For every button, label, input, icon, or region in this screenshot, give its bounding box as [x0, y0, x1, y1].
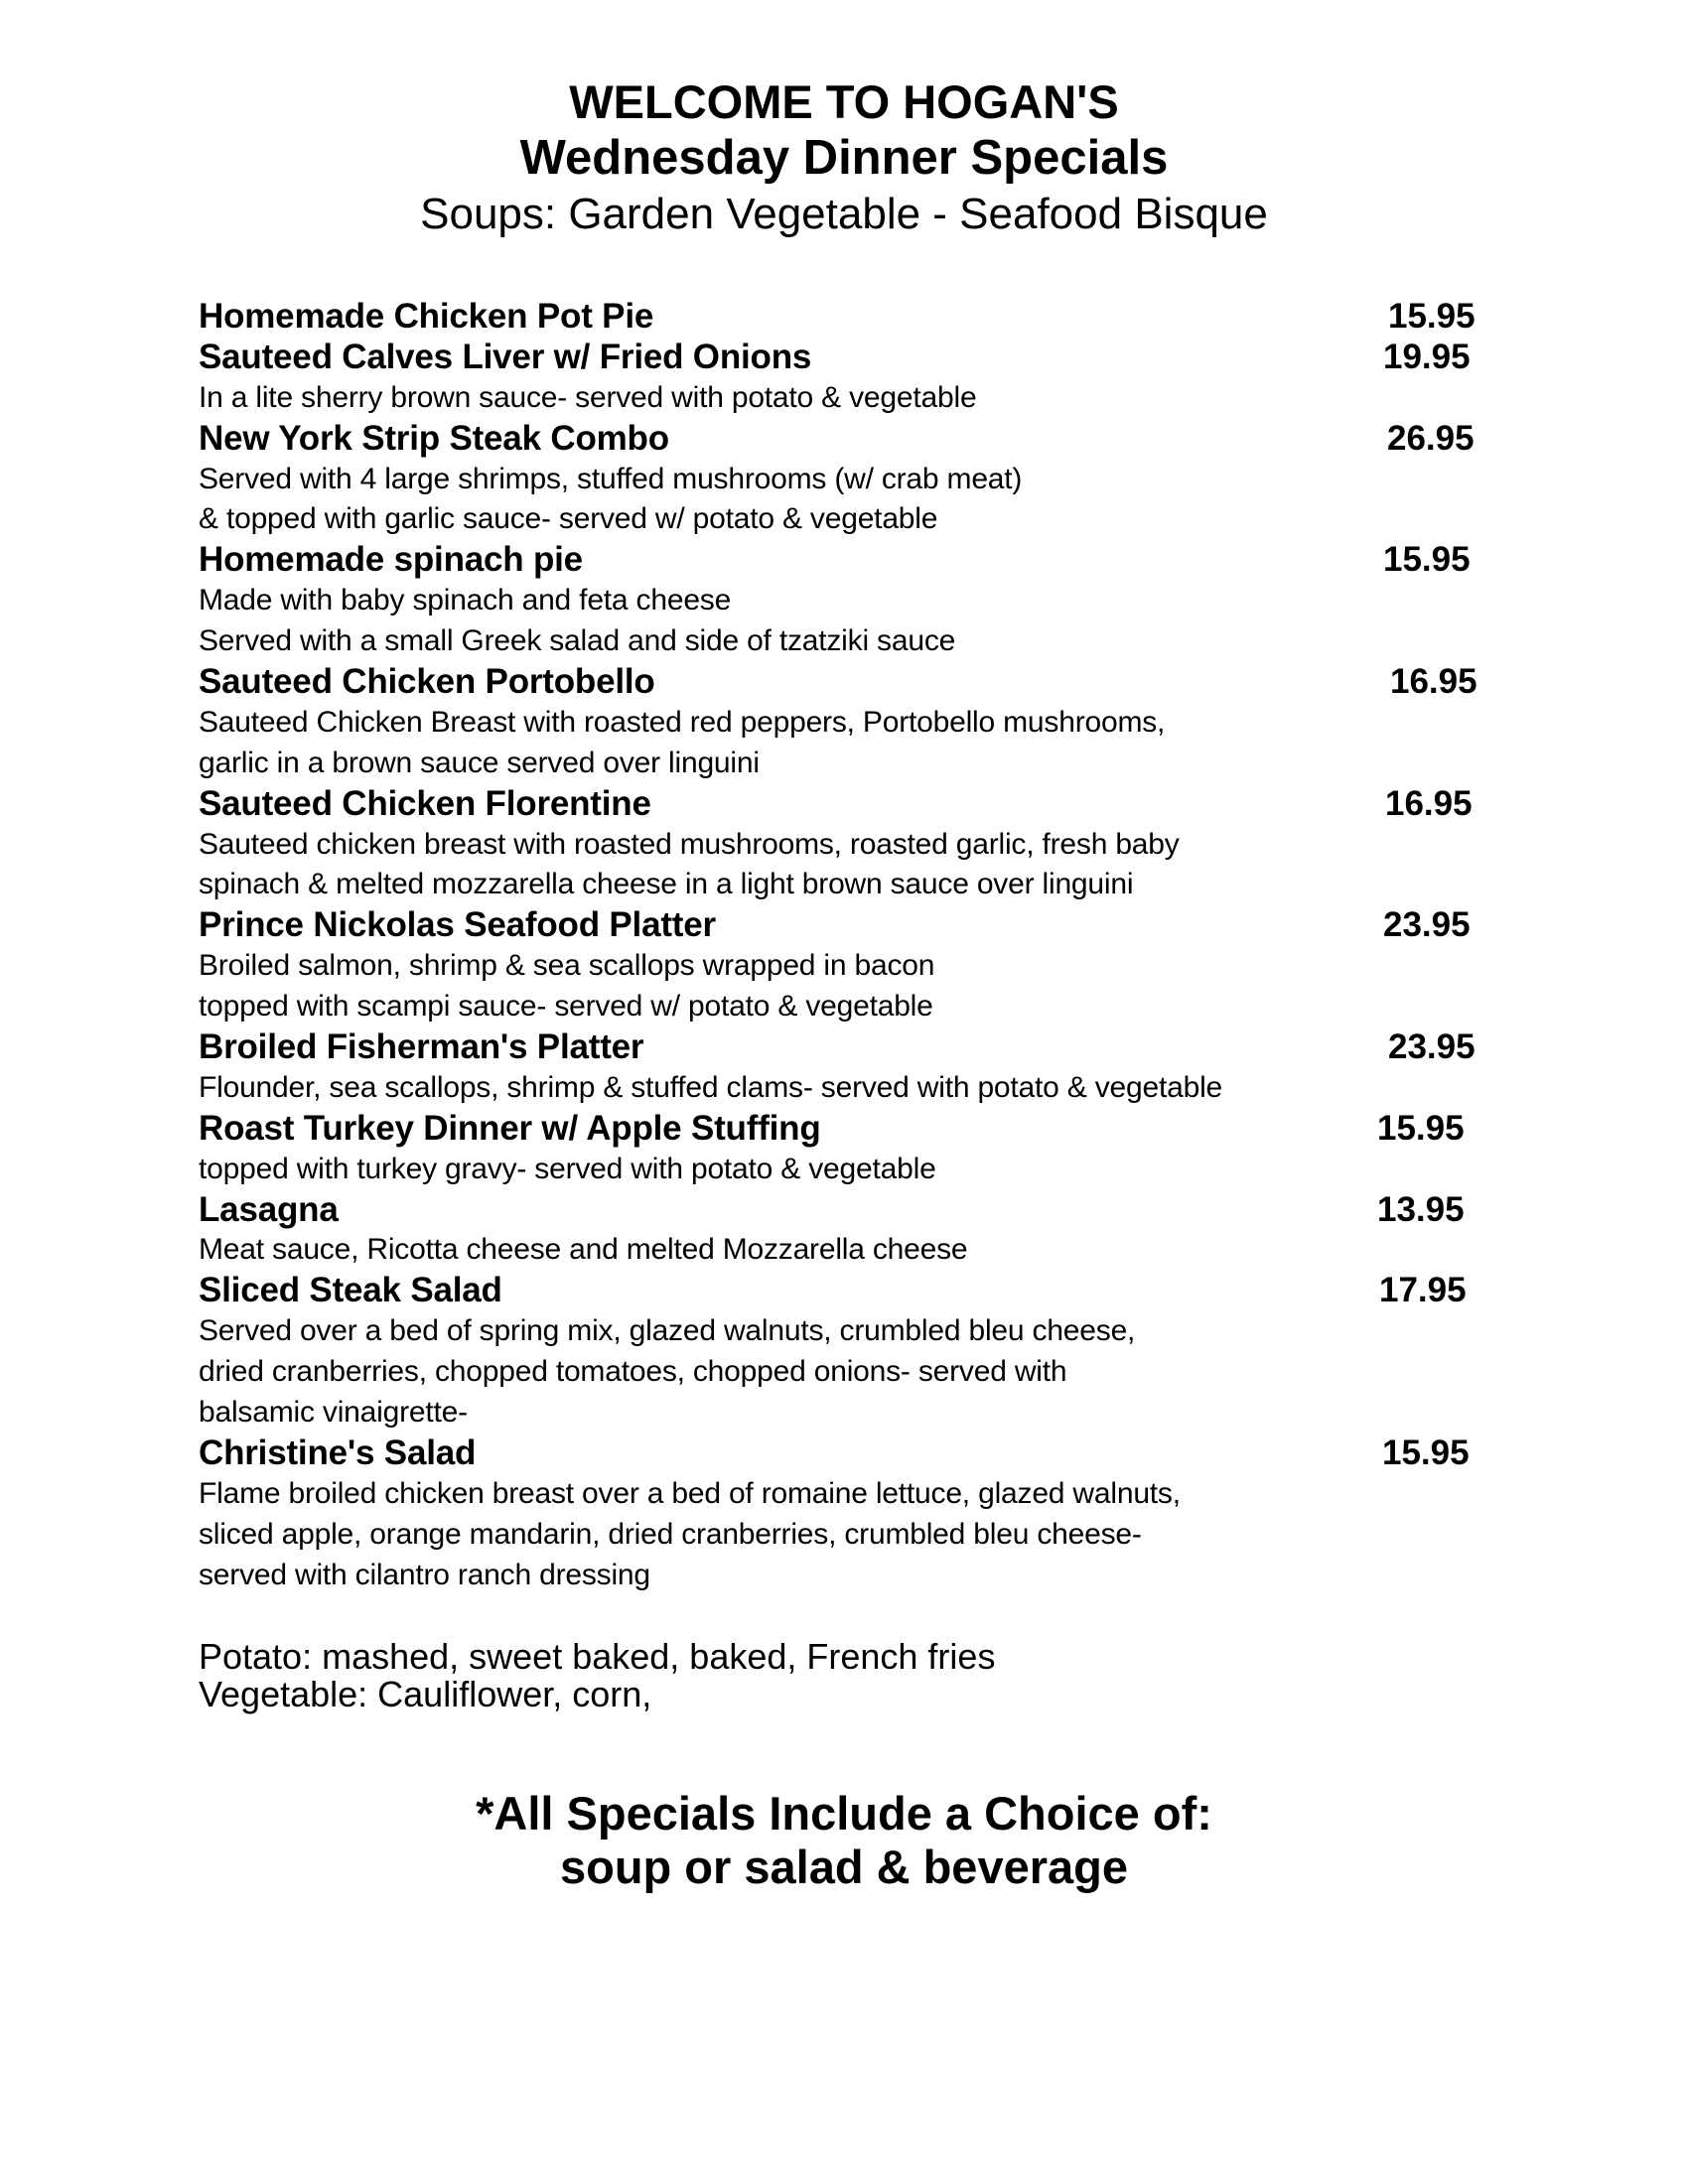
menu-item-name: Christine's Salad: [199, 1433, 477, 1472]
menu-item-description: Broiled salmon, shrimp & sea scallops wrapped in bacon: [199, 949, 935, 983]
menu-item-description: spinach & melted mozzarella cheese in a light brown sauce over linguini: [199, 868, 1134, 901]
menu-item: [199, 540, 1509, 662]
menu-item-price: 19.95: [1383, 337, 1471, 376]
menu-item-header: [199, 1190, 1509, 1231]
menu-item-name: Sauteed Calves Liver w/ Fried Onions: [199, 337, 812, 376]
menu-item-description: & topped with garlic sauce- served w/ potato & vegetable: [199, 502, 938, 536]
menu-item: [199, 662, 1509, 784]
menu-item-description: Served over a bed of spring mix, glazed walnuts, crumbled bleu cheese,: [199, 1314, 1136, 1348]
menu-item-price: 17.95: [1379, 1271, 1467, 1310]
menu-item-header: [199, 540, 1509, 581]
menu-item-header: [199, 1271, 1509, 1311]
menu-item-price: 16.95: [1385, 783, 1473, 823]
vegetable-options: Vegetable: Cauliflower, corn,: [199, 1674, 652, 1714]
menu-item-description: Sauteed Chicken Breast with roasted red peppers, Portobello mushrooms,: [199, 705, 1166, 739]
footer-line-1: *All Specials Include a Choice of:: [476, 1787, 1212, 1840]
menu-item: [199, 338, 1509, 419]
menu-item-price: 26.95: [1387, 418, 1475, 458]
footer-line-2: soup or salad & beverage: [559, 1841, 1129, 1893]
specials-subtitle: Wednesday Dinner Specials: [519, 131, 1169, 185]
menu-item-description: Served with a small Greek salad and side of tzatziki sauce: [199, 624, 956, 658]
menu-item-header: [199, 662, 1509, 703]
menu-item-header: [199, 1027, 1509, 1068]
menu-item-price: 23.95: [1388, 1027, 1476, 1067]
menu-item-description: Made with baby spinach and feta cheese: [199, 584, 732, 617]
menu-item-description: garlic in a brown sauce served over linguini: [199, 746, 760, 779]
menu-item-price: 15.95: [1388, 297, 1476, 336]
menu-item-name: Prince Nickolas Seafood Platter: [199, 905, 716, 945]
menu-item-name: Roast Turkey Dinner w/ Apple Stuffing: [199, 1108, 821, 1148]
menu-item-price: 13.95: [1377, 1189, 1465, 1229]
menu-item: [199, 297, 1509, 338]
menu-item-name: Lasagna: [199, 1189, 339, 1229]
menu-item-description: dried cranberries, chopped tomatoes, chopped onions- served with: [199, 1355, 1067, 1389]
menu-item: [199, 905, 1509, 1027]
menu-item-description: Flame broiled chicken breast over a bed of romaine lettuce, glazed walnuts,: [199, 1476, 1181, 1510]
menu-item-description: sliced apple, orange mandarin, dried cranberries, crumbled bleu cheese-: [199, 1517, 1142, 1551]
menu-item-header: [199, 1433, 1509, 1474]
menu-item: [199, 1433, 1509, 1596]
potato-options: Potato: mashed, sweet baked, baked, French fries: [199, 1636, 996, 1677]
menu-item: [199, 1027, 1509, 1109]
menu-item-description: In a lite sherry brown sauce- served with potato & vegetable: [199, 380, 977, 414]
menu-item-name: Sauteed Chicken Florentine: [199, 783, 651, 823]
menu-item: [199, 419, 1509, 541]
restaurant-welcome-title: WELCOME TO HOGAN'S: [569, 75, 1119, 128]
soups-line: Soups: Garden Vegetable - Seafood Bisque: [420, 190, 1268, 238]
specials-footer-note: [0, 1787, 1688, 1894]
menu-item-name: New York Strip Steak Combo: [199, 418, 669, 458]
menu-item-price: 16.95: [1390, 662, 1477, 702]
menu-item-header: [199, 338, 1509, 378]
menu-item-description: Meat sauce, Ricotta cheese and melted Mozzarella cheese: [199, 1233, 968, 1267]
menu-item-name: Broiled Fisherman's Platter: [199, 1027, 644, 1067]
menu-item-description: Sauteed chicken breast with roasted mushrooms, roasted garlic, fresh baby: [199, 827, 1180, 861]
menu-item: [199, 1109, 1509, 1190]
menu-item-description: served with cilantro ranch dressing: [199, 1558, 650, 1591]
menu-item-description: topped with scampi sauce- served w/ potato & vegetable: [199, 990, 933, 1024]
menu-item-price: 15.95: [1377, 1108, 1465, 1148]
menu-item: [199, 1190, 1509, 1272]
side-options: [199, 1638, 995, 1713]
menu-item-price: 15.95: [1383, 540, 1471, 580]
menu-item-price: 23.95: [1383, 905, 1471, 945]
menu-item-description: Flounder, sea scallops, shrimp & stuffed clams- served with potato & vegetable: [199, 1070, 1223, 1104]
menu-item: [199, 1271, 1509, 1433]
menu-item-name: Sliced Steak Salad: [199, 1271, 502, 1310]
menu-item-header: [199, 1109, 1509, 1150]
menu-item: [199, 784, 1509, 906]
menu-item-header: [199, 905, 1509, 946]
menu-item-name: Homemade spinach pie: [199, 540, 583, 580]
menu-item-price: 15.95: [1382, 1433, 1470, 1472]
menu-item-description: Served with 4 large shrimps, stuffed mushrooms (w/ crab meat): [199, 462, 1023, 495]
menu-item-description: balsamic vinaigrette-: [199, 1396, 468, 1430]
menu-item-name: Sauteed Chicken Portobello: [199, 662, 655, 702]
menu-item-name: Homemade Chicken Pot Pie: [199, 297, 654, 336]
menu-item-header: [199, 784, 1509, 825]
specials-list: [199, 297, 1509, 1596]
menu-item-description: topped with turkey gravy- served with potato & vegetable: [199, 1152, 936, 1185]
menu-item-header: [199, 419, 1509, 460]
menu-item-header: [199, 297, 1509, 338]
